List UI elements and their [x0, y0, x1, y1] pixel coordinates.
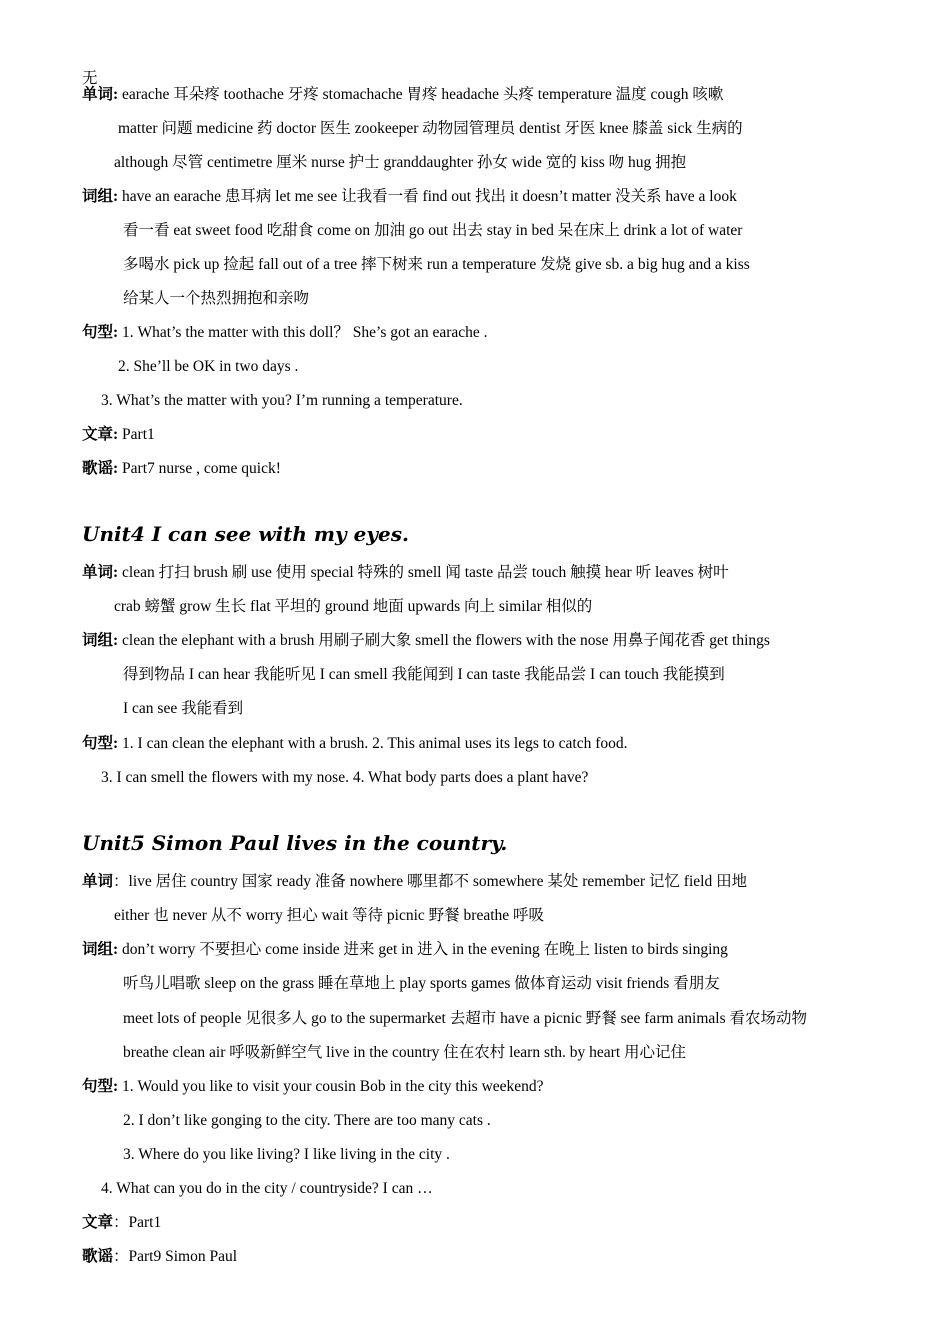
- unit5-article-line: [82, 1213, 161, 1233]
- unit5-sentences-line-2: 2. I don’t like gonging to the city. There are too many cats .: [123, 1112, 491, 1129]
- phrases-text: don’t worry 不要担心 come inside 进来 get in 进入 in the evening 在晚上 listen to birds singing: [118, 941, 728, 958]
- unit4-title: Unit4 I can see with my eyes.: [82, 522, 409, 546]
- sentences-text: 1. Would you like to visit your cousin Bob in the city this weekend?: [118, 1078, 544, 1095]
- vocab-text: clean 打扫 brush 刷 use 使用 special 特殊的 smell 闻 taste 品尝 touch 触摸 hear 听 leaves 树叶: [118, 564, 729, 581]
- phrases-text: have an earache 患耳病 let me see 让我看一看 find out 找出 it doesn’t matter 没关系 have a look: [118, 188, 737, 205]
- phrases-label: 词组:: [82, 941, 119, 958]
- vocab-text: earache 耳朵疼 toothache 牙疼 stomachache 胃疼 headache 头疼 temperature 温度 cough 咳嗽: [118, 86, 724, 103]
- prev-vocab-line-2: matter 问题 medicine 药 doctor 医生 zookeeper 动物园管理员 dentist 牙医 knee 膝盖 sick 生病的: [118, 120, 743, 137]
- unit4-vocab-line-1: [82, 563, 729, 583]
- unit5-phrases-line-4: breathe clean air 呼吸新鲜空气 live in the country 住在农村 learn sth. by heart 用心记住: [123, 1044, 687, 1061]
- unit5-phrases-line-3: meet lots of people 见很多人 go to the supermarket 去超市 have a picnic 野餐 see farm animals 看农场动物: [123, 1010, 807, 1027]
- prev-article-line: [82, 425, 155, 445]
- unit5-sentences-line-4: 4. What can you do in the city / countryside? I can …: [101, 1180, 433, 1197]
- prev-rhyme-line: [82, 459, 281, 479]
- unit4-sentences-line-2: 3. I can smell the flowers with my nose. 4. What body parts does a plant have?: [101, 769, 589, 786]
- unit4-phrases-line-2: 得到物品 I can hear 我能听见 I can smell 我能闻到 I can taste 我能品尝 I can touch 我能摸到: [123, 666, 725, 683]
- article-text: ：Part1: [113, 1214, 162, 1231]
- sentences-label: 句型:: [82, 735, 119, 752]
- prev-sentences-line-1: [82, 323, 488, 343]
- vocab-label: 单词:: [82, 86, 119, 103]
- phrases-label: 词组:: [82, 632, 119, 649]
- prev-phrases-line-2: 看一看 eat sweet food 吃甜食 come on 加油 go out 出去 stay in bed 呆在床上 drink a lot of water: [123, 222, 743, 239]
- vocab-label: 单词:: [82, 564, 119, 581]
- unit5-phrases-line-1: [82, 940, 728, 960]
- rhyme-text: ：Part9 Simon Paul: [113, 1248, 238, 1265]
- phrases-label: 词组:: [82, 188, 119, 205]
- unit4-sentences-line-1: [82, 734, 628, 754]
- rhyme-label: 歌谣: [82, 1248, 114, 1265]
- rhyme-text: Part7 nurse , come quick!: [118, 460, 281, 477]
- prev-sentences-line-3: 3. What’s the matter with you? I’m running a temperature.: [101, 392, 463, 409]
- prev-phrases-line-1: [82, 187, 737, 207]
- unit4-phrases-line-3: I can see 我能看到: [123, 700, 244, 717]
- sentences-text: 1. I can clean the elephant with a brush. 2. This animal uses its legs to catch food.: [118, 735, 628, 752]
- sentences-label: 句型:: [82, 1078, 119, 1095]
- article-label: 文章: [82, 1214, 114, 1231]
- prev-phrases-line-3: 多喝水 pick up 捡起 fall out of a tree 摔下树来 run a temperature 发烧 give sb. a big hug and a kiss: [123, 256, 750, 273]
- vocab-label: 单词: [82, 873, 114, 890]
- header-mark-text: 无: [82, 70, 98, 87]
- sentences-label: 句型:: [82, 324, 119, 341]
- unit4-phrases-line-1: [82, 631, 770, 651]
- unit5-sentences-line-1: [82, 1077, 544, 1097]
- phrases-text: clean the elephant with a brush 用刷子刷大象 smell the flowers with the nose 用鼻子闻花香 get things: [118, 632, 770, 649]
- unit4-vocab-line-2: crab 螃蟹 grow 生长 flat 平坦的 ground 地面 upwards 向上 similar 相似的: [114, 598, 593, 615]
- unit5-vocab-line-2: either 也 never 从不 worry 担心 wait 等待 picnic 野餐 breathe 呼吸: [114, 907, 545, 924]
- article-text: Part1: [118, 426, 155, 443]
- prev-vocab-line-1: [82, 85, 723, 105]
- prev-sentences-line-2: 2. She’ll be OK in two days .: [118, 358, 299, 375]
- rhyme-label: 歌谣:: [82, 460, 119, 477]
- vocab-text: ：live 居住 country 国家 ready 准备 nowhere 哪里都不 somewhere 某处 remember 记忆 field 田地: [113, 873, 748, 890]
- article-label: 文章:: [82, 426, 119, 443]
- prev-phrases-line-4: 给某人一个热烈拥抱和亲吻: [123, 290, 310, 307]
- unit5-vocab-line-1: [82, 872, 747, 892]
- sentences-text: 1. What’s the matter with this doll？ She’s got an earache .: [118, 324, 488, 341]
- unit5-rhyme-line: [82, 1247, 237, 1267]
- unit5-sentences-line-3: 3. Where do you like living? I like living in the city .: [123, 1146, 450, 1163]
- unit5-title: Unit5 Simon Paul lives in the country.: [82, 831, 508, 855]
- prev-vocab-line-3: although 尽管 centimetre 厘米 nurse 护士 granddaughter 孙女 wide 宽的 kiss 吻 hug 拥抱: [114, 154, 687, 171]
- unit5-phrases-line-2: 听鸟儿唱歌 sleep on the grass 睡在草地上 play sports games 做体育运动 visit friends 看朋友: [123, 975, 720, 992]
